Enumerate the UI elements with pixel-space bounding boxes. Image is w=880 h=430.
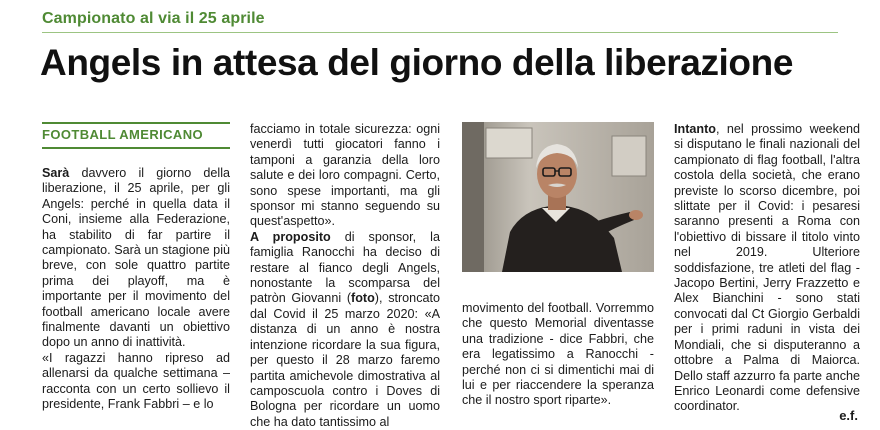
paragraph-text: , nel prossimo weekend si disputano le finali nazionali del campionato di flag football, l'altra costola della società, che erano previste lo scorso dicembre, poi slittate per il Covid: i pesaresi saranno presenti a Roma con l'obiettivo di bissare il titolo vinto nel 2019. Ulteriore soddisfazione, tre atleti del flag - Jacopo Bertini, Jerry Frazzetto e Alex Bianchini - sono stati convocati dal Ct Giorgio Gerbaldi per i primi raduni in vista dei Mondiali, che si disputeranno a ottobre a Palma di Maiorca. Dello staff azzurro fa parte anche Enrico Leonardi come defensive coordinator.	[674, 122, 860, 414]
paragraph-text: facciamo in totale sicurezza: ogni venerdì tutti giocatori fanno i tamponi a garanzia della loro salute e dei loro compagni. Certo, sono spese importanti, ma gli sponsor mi stanno seguendo su quest'aspetto».	[250, 122, 440, 229]
paragraph	[250, 122, 440, 230]
paragraph	[42, 351, 230, 413]
section-label: FOOTBALL AMERICANO	[42, 127, 204, 142]
article-column-4	[674, 122, 860, 415]
kicker-divider	[42, 32, 838, 33]
paragraph	[674, 122, 860, 415]
article-column-3	[462, 301, 654, 409]
paragraph-lead: Intanto	[674, 122, 716, 136]
paragraph-text: «I ragazzi hanno ripreso ad allenarsi da qualche settimana – racconta con un certo sollievo il presidente, Frank Fabbri – e lo	[42, 350, 230, 412]
kicker: Campionato al via il 25 aprile	[42, 10, 265, 27]
author-signature: e.f.	[839, 408, 858, 423]
paragraph-lead: Sarà	[42, 166, 70, 180]
section-rule-bottom	[42, 147, 230, 149]
paragraph-text: ), stroncato dal Covid il 25 marzo 2020: «A distanza di un anno è nostra intenzione ricordare la sua figura, per questo il 28 marzo faremo partita amichevole dimostrativa al camposcuola contro i Doves di Bologna per ricordare un uomo che ha dato tantissimo al	[250, 291, 440, 429]
paragraph-text: di sponsor, la famiglia Ranocchi ha deciso di restare al fianco degli Angels, nonostante la scomparsa del patròn Giovanni (	[250, 229, 440, 306]
portrait-photo-image	[462, 122, 654, 272]
paragraph-text: davvero il giorno della liberazione, il 25 aprile, per gli Angels: perché in quella data il Coni, insieme alla Federazione, ha stabilito di far partire il campionato. Sarà un stagione più breve, con sole quattro partite prima dei playoff, ma è importante per il movimento del football americano locale avere finalmente davanti un obiettivo dopo un anno di inattività.	[42, 166, 230, 350]
paragraph-lead: A proposito	[250, 229, 331, 244]
article-column-2	[250, 122, 440, 430]
photo-reference: foto	[351, 291, 375, 306]
paragraph	[462, 301, 654, 409]
paragraph	[250, 230, 440, 430]
paragraph	[42, 166, 230, 351]
headline: Angels in attesa del giorno della liberazione	[40, 42, 794, 83]
article-column-1	[42, 166, 230, 413]
paragraph-text: movimento del football. Vorremmo che questo Memorial diventasse una tradizione - dice Fabbri, che era legatissimo a Ranocchi - perché non ci si dimentichi mai di lui e per riaccendere la speranza che il nostro sport riparte».	[462, 301, 654, 408]
portrait-photo	[462, 122, 654, 272]
section-rule-top	[42, 122, 230, 124]
